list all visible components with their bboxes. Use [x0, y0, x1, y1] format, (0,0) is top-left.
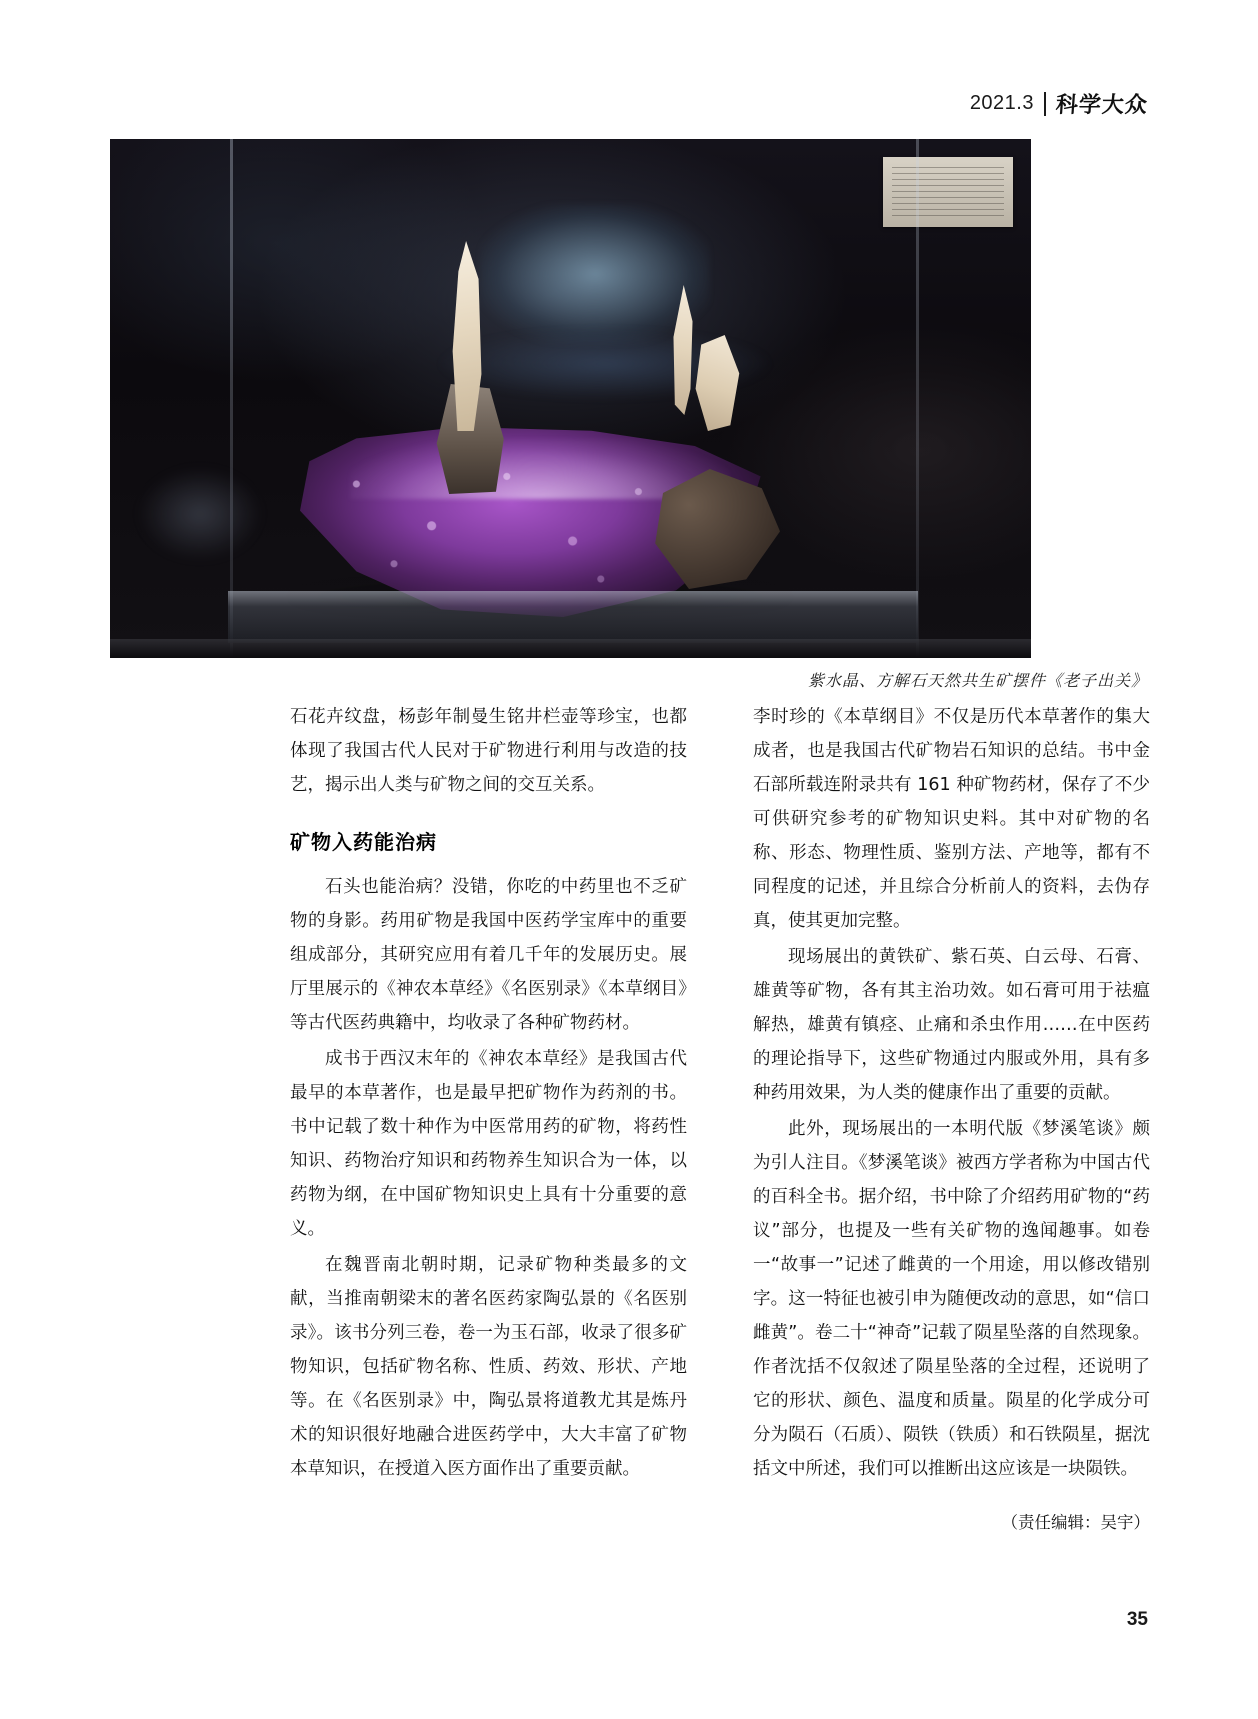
background-specimen: [480, 204, 710, 344]
left-column: [290, 700, 687, 1538]
section-heading: 矿物入药能治病: [290, 830, 437, 854]
figure-caption: 紫水晶、方解石天然共生矿摆件《老子出关》: [807, 671, 1148, 690]
paragraph: 成书于西汉末年的《神农本草经》是我国古代最早的本草著作，也是最早把矿物作为药剂的书。书中记载了数十种作为中医常用药的矿物，将药性知识、药物治疗知识和药物养生知识合为一体，以药物为纲，在中国矿物知识史上具有十分重要的意义。: [290, 1049, 687, 1239]
paragraph: 此外，现场展出的一本明代版《梦溪笔谈》颇为引人注目。《梦溪笔谈》被西方学者称为中国古代的百科全书。据介绍，书中除了介绍药用矿物的“药议”部分，也提及一些有关矿物的逸闻趣事。如卷一“故事一”记述了雌黄的一个用途，用以修改错别字。这一特征也被引申为随便改动的意思，如“信口雌黄”。卷二十“神奇”记载了陨星坠落的自然现象。作者沈括不仅叙述了陨星坠落的全过程，还说明了它的形状、颜色、温度和质量。陨星的化学成分可分为陨石（石质）、陨铁（铁质）和石铁陨星，据沈括文中所述，我们可以推断出这应该是一块陨铁。: [753, 1119, 1150, 1479]
editor-credit: （责任编辑：吴宇）: [1001, 1513, 1150, 1532]
paragraph: 石花卉纹盘，杨彭年制曼生铭井栏壶等珍宝，也都体现了我国古代人民对于矿物进行利用与改造的技艺，揭示出人类与矿物之间的交互关系。: [290, 707, 687, 795]
mineral-photograph: [110, 139, 1031, 658]
header-divider: [1044, 92, 1046, 116]
display-plinth: [228, 591, 918, 643]
exhibit-label-card: [883, 157, 1013, 227]
page-header: [970, 88, 1148, 119]
magazine-logo: 科学大众: [1055, 92, 1149, 117]
page-number: 35: [1126, 1609, 1148, 1630]
issue-date: 2021.3: [969, 92, 1034, 114]
right-column: [753, 700, 1150, 1538]
paragraph: 李时珍的《本草纲目》不仅是历代本草著作的集大成者，也是我国古代矿物岩石知识的总结。书中金石部所载连附录共有 161 种矿物药材，保存了不少可供研究参考的矿物知识史料。其中对矿物的名称、形态、物理性质、鉴别方法、产地等，都有不同程度的记述，并且综合分析前人的资料，去伪存真，使其更加完整。: [753, 707, 1150, 931]
vitrine-edge-left: [230, 139, 233, 658]
article-body: [290, 700, 1150, 1538]
paragraph: 在魏晋南北朝时期，记录矿物种类最多的文献，当推南朝梁末的著名医药家陶弘景的《名医别录》。该书分列三卷，卷一为玉石部，收录了很多矿物知识，包括矿物名称、性质、药效、形状、产地等。在《名医别录》中，陶弘景将道教尤其是炼丹术的知识很好地融合进医药学中，大大丰富了矿物本草知识，在授道入医方面作出了重要贡献。: [290, 1255, 687, 1479]
paragraph: 现场展出的黄铁矿、紫石英、白云母、石膏、雄黄等矿物，各有其主治功效。如石膏可用于祛瘟解热，雄黄有镇痉、止痛和杀虫作用……在中医药的理论指导下，这些矿物通过内服或外用，具有多种药用效果，为人类的健康作出了重要的贡献。: [753, 947, 1150, 1103]
vitrine-edge-right: [916, 139, 919, 658]
gallery-floor: [110, 639, 1031, 658]
photo-glow: [140, 469, 260, 559]
paragraph: 石头也能治病？没错，你吃的中药里也不乏矿物的身影。药用矿物是我国中医药学宝库中的重要组成部分，其研究应用有着几千年的发展历史。展厅里展示的《神农本草经》《名医别录》《本草纲目》等古代医药典籍中，均收录了各种矿物药材。: [290, 877, 687, 1033]
